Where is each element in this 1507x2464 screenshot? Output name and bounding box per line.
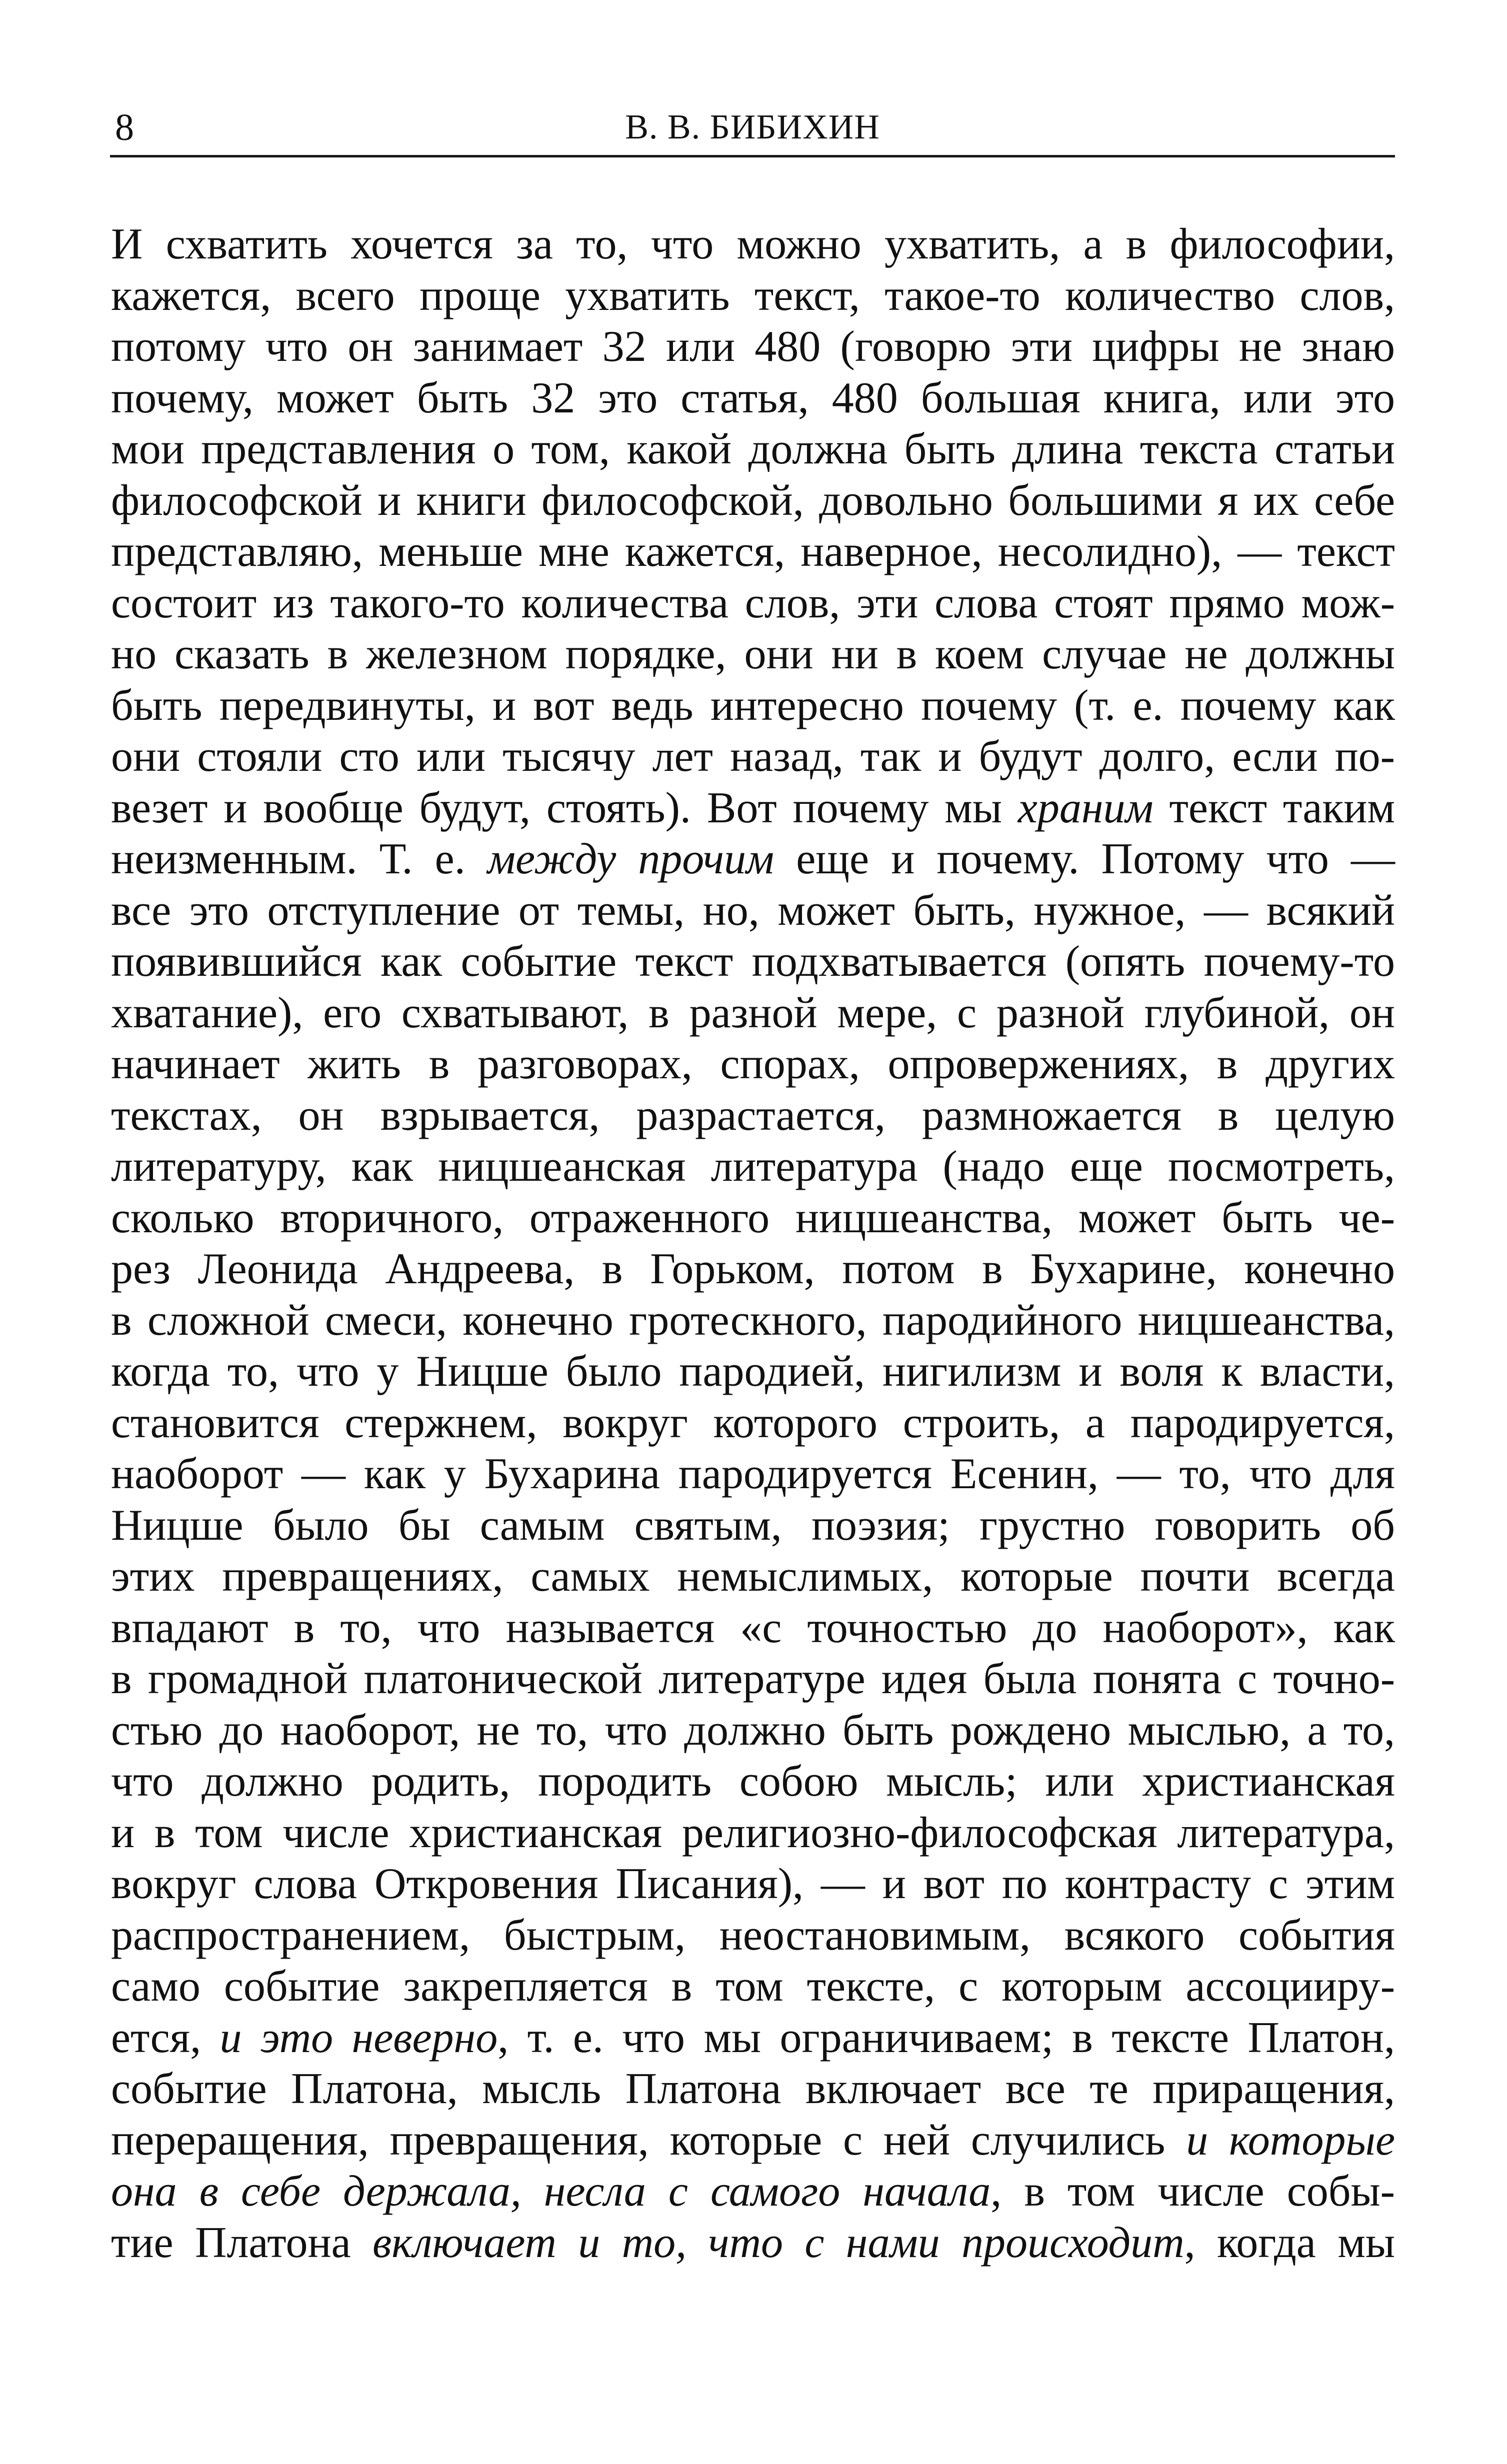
text-line <box>111 321 1395 373</box>
text-segment: что должно родить, породить собою мысль; или христианская <box>111 1757 1395 1806</box>
text-line <box>111 1141 1395 1193</box>
text-segment: рез Леонида Андреева, в Горьком, потом в Бухарине, конечно <box>111 1245 1395 1293</box>
text-segment: переращения, превращения, которые с ней случились <box>111 2116 1186 2165</box>
text-segment: И схватить хочется за то, что можно ухватить, а в философии, <box>111 220 1395 268</box>
body-text <box>111 219 1395 2269</box>
page-number: 8 <box>115 106 134 148</box>
text-line <box>111 2013 1395 2064</box>
text-line <box>111 526 1395 578</box>
text-segment: еще и почему. Потому что — <box>774 835 1396 883</box>
text-segment: в сложной смеси, конечно гротескного, пародийного ницшеанства, <box>111 1296 1395 1345</box>
text-segment: хватание), его схватывают, в разной мере, с разной глубиной, он <box>111 988 1395 1037</box>
text-line <box>111 270 1395 322</box>
text-line <box>111 936 1395 988</box>
text-segment: но сказать в железном порядке, они ни в коем случае не должны <box>111 630 1395 678</box>
text-segment: , т. е. что мы ограничиваем; в тексте Платон, <box>498 2013 1395 2062</box>
text-segment: впадают в то, что называется «с точностью до наоборот», как <box>111 1603 1395 1652</box>
text-line <box>111 885 1395 937</box>
text-line <box>111 629 1395 680</box>
italic-text-segment: она в себе держала, несла с самого начала <box>111 2167 991 2216</box>
text-segment: текстах, он взрывается, разрастается, размножается в целую <box>111 1091 1395 1140</box>
text-line <box>111 1039 1395 1090</box>
text-segment: событие Платона, мысль Платона включает все те приращения, <box>111 2065 1395 2113</box>
text-segment: наоборот — как у Бухарина пародируется Есенин, — то, что для <box>111 1450 1395 1498</box>
text-segment: этих превращениях, самых немыслимых, которые почти всегда <box>111 1552 1395 1601</box>
text-line <box>111 1961 1395 2013</box>
running-head <box>110 100 1395 157</box>
text-line <box>111 783 1395 834</box>
text-segment: сколько вторичного, отраженного ницшеанства, может быть че- <box>111 1193 1395 1242</box>
text-segment: состоит из такого-то количества слов, эти слова стоят прямо мож- <box>111 578 1395 627</box>
text-line <box>111 1603 1395 1654</box>
text-segment: они стояли сто или тысячу лет назад, так и будут долго, если по- <box>111 732 1395 781</box>
text-line <box>111 1244 1395 1295</box>
text-segment: тие Платона <box>111 2218 373 2267</box>
text-line <box>111 1295 1395 1347</box>
text-line <box>111 1859 1395 1910</box>
text-segment: стью до наоборот, не то, что должно быть рождено мыслью, а то, <box>111 1706 1395 1755</box>
italic-text-segment: между прочим <box>487 835 774 883</box>
text-segment: текст таким <box>1153 783 1396 832</box>
text-segment: , в том числе собы- <box>990 2167 1395 2216</box>
text-segment: все это отступление от темы, но, может быть, нужное, — всякий <box>111 886 1395 935</box>
text-segment: в громадной платонической литературе идея была понята с точно- <box>111 1655 1395 1703</box>
text-segment: и в том числе христианская религиозно-философская литература, <box>111 1808 1395 1857</box>
text-line <box>111 1090 1395 1142</box>
text-line <box>111 1654 1395 1705</box>
text-line <box>111 578 1395 629</box>
text-line <box>111 2166 1395 2218</box>
italic-text-segment: включает и то, что с нами происходит <box>372 2218 1184 2267</box>
text-segment: , когда мы <box>1184 2218 1395 2267</box>
text-line <box>111 424 1395 475</box>
text-line <box>111 1808 1395 1859</box>
text-segment: неизменным. Т. е. <box>111 835 488 883</box>
text-line <box>111 988 1395 1039</box>
italic-text-segment: храним <box>1018 783 1154 832</box>
text-segment: само событие закрепляется в том тексте, с которым ассоцииру- <box>111 1962 1395 2011</box>
text-segment: философской и книги философской, довольно большими я их себе <box>111 476 1395 525</box>
text-segment: появившийся как событие текст подхватывается (опять почему-то <box>111 937 1395 986</box>
text-line <box>111 1705 1395 1757</box>
text-line <box>111 1756 1395 1808</box>
text-line <box>111 2064 1395 2115</box>
text-line <box>111 1500 1395 1552</box>
text-segment: становится стержнем, вокруг которого строить, а пародируется, <box>111 1398 1395 1447</box>
italic-text-segment: и которые <box>1186 2116 1395 2165</box>
text-line <box>111 1449 1395 1500</box>
text-segment: везет и вообще будут, стоять). Вот почему мы <box>111 783 1018 832</box>
text-segment: быть передвинуты, и вот ведь интересно почему (т. е. почему как <box>111 681 1395 730</box>
text-segment: Ницше было бы самым святым, поэзия; грустно говорить об <box>111 1501 1395 1550</box>
text-segment: потому что он занимает 32 или 480 (говорю эти цифры не знаю <box>111 322 1395 371</box>
text-line <box>111 373 1395 424</box>
running-title: В. В. БИБИХИН <box>625 108 880 146</box>
italic-text-segment: и это неверно <box>220 2013 498 2062</box>
text-segment: распространением, быстрым, неостановимым, всякого события <box>111 1911 1395 1960</box>
text-line <box>111 1346 1395 1398</box>
text-segment: литературу, как ницшеанская литература (надо еще посмотреть, <box>111 1142 1395 1191</box>
text-line <box>111 475 1395 527</box>
text-segment: представляю, меньше мне кажется, наверное, несолидно), — текст <box>111 527 1395 576</box>
text-segment: начинает жить в разговорах, спорах, опровержениях, в других <box>111 1040 1395 1088</box>
text-line <box>111 1910 1395 1962</box>
text-segment: когда то, что у Ницше было пародией, нигилизм и воля к власти, <box>111 1347 1395 1396</box>
text-line <box>111 680 1395 732</box>
text-line <box>111 2115 1395 2167</box>
text-line <box>111 1193 1395 1244</box>
text-segment: вокруг слова Откровения Писания), — и вот по контрасту с этим <box>111 1860 1395 1908</box>
text-line <box>111 2218 1395 2269</box>
text-line <box>111 731 1395 783</box>
text-line <box>111 834 1395 885</box>
text-line <box>111 1551 1395 1603</box>
text-segment: ется, <box>111 2013 220 2062</box>
text-line <box>111 219 1395 270</box>
text-segment: почему, может быть 32 это статья, 480 большая книга, или это <box>111 373 1395 422</box>
text-segment: кажется, всего проще ухватить текст, такое-то количество слов, <box>111 271 1395 320</box>
text-segment: мои представления о том, какой должна быть длина текста статьи <box>111 425 1395 473</box>
text-line <box>111 1398 1395 1449</box>
